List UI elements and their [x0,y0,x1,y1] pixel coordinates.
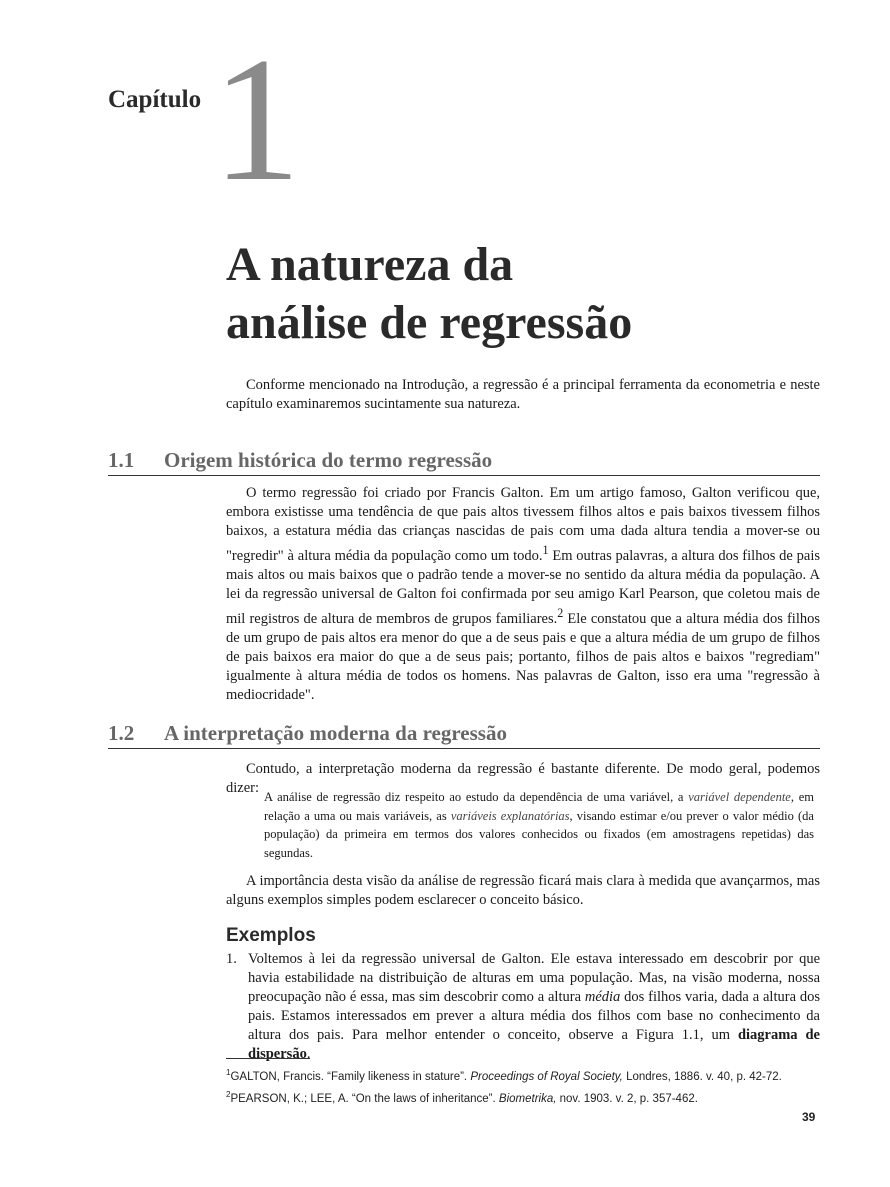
chapter-title [226,236,866,352]
footnote-ref-1: 1 [542,543,549,557]
definition-quote [264,788,814,862]
section-1-text-b: Em outras palavras, a altura dos filhos de pais mais altos ou mais baixos que o padrão tende a mover-se no sentido da altura média da população. A lei da regressão universal de Galton foi confirmada por seu amigo Karl Pearson, que coletou mais de mil registros de altura de membros de grupos familiares. [226,547,820,627]
chapter-label: Capítulo [108,86,202,113]
section-1-number: 1.1 [108,448,135,472]
list-item [226,950,820,1064]
footnote-1-mark: 1 [226,1068,231,1077]
footnote-ref-2: 2 [557,605,564,620]
footnote-1-text-b: Londres, 1886. v. 40, p. 42-72. [622,1070,782,1083]
section-2-title: A interpretação moderna da regressão [164,721,507,745]
footnote-2-mark: 2 [226,1089,231,1099]
footnote-1-italic: Proceedings of Royal Society, [470,1070,623,1083]
footnote-1-text-a: GALTON, Francis. “Family likeness in stature”. [230,1070,471,1083]
examples-list [226,950,820,1064]
footnote-2 [226,1086,826,1108]
footnotes [226,1064,826,1108]
quote-text-b: , em relação a uma ou mais variáveis, as [264,790,814,823]
item-italic: média [584,989,621,1005]
section-1-text-a: O termo regressão foi criado por Francis Galton. Em um artigo famoso, Galton verificou que, embora existisse uma tendência de que pais altos tivessem filhos altos e pais baixos tivessem filhos baixos, a estatura média das crianças nascidas de pais com uma dada altura tendia a mover-se ou "regredir" à altura média da população como um todo. [226,485,820,564]
item-text-end: . [306,1046,311,1062]
item-text-a: Voltemos à lei da regressão universal de Galton. Ele estava interessado em descobrir por que havia estabilidade na distribuição de alturas em uma população. Mas, na visão moderna, nossa preocupação não é essa, mas sim descobrir como a altura [248,951,820,1005]
item-text-b: dos filhos varia, dada a altura dos pais. Estamos interessados em prever a altura média dos filhos com base no conhecimento da altura dos pais. Para melhor entender o conceito, observe a Figura 1.1, um [248,989,821,1043]
footnote-2-text-b: nov. 1903. v. 2, p. 357-462. [556,1092,698,1105]
quote-text-a: A análise de regressão diz respeito ao estudo da dependência de uma variável, a [264,790,689,804]
section-1-text-c: Ele constatou que a altura média dos filhos de um grupo de pais altos era menor do que a de seus pais e que a altura média de um grupo de filhos de pais baixos era maior do que a de seus pais; portanto, filhos de pais altos e baixos "regrediam" igualmente à altura média de todos os homens. Nas palavras de Galton, isso era uma "regressão à mediocridade". [226,610,821,703]
section-1-title: Origem histórica do termo regressão [164,448,493,472]
chapter-number: 1 [212,20,301,218]
quote-italic-dependent: variável dependente [688,790,791,804]
quote-text-c: , visando estimar e/ou prever o valor médio (da população) da primeira em termos dos valores conhecidos ou fixados (em amostragens repetidas) das segundas. [264,808,814,860]
section-2-follow: A importância desta visão da análise de regressão ficará mais clara à medida que avançarmos, mas alguns exemplos simples podem esclarecer o conceito básico. [226,873,820,908]
chapter-title-line2: análise de regressão [226,296,633,349]
section-1-body [226,484,820,705]
section-2-lead: Contudo, a interpretação moderna da regressão é bastante diferente. De modo geral, podemos dizer: [226,761,820,796]
examples-heading: Exemplos [226,925,316,946]
list-item-number: 1. [226,951,237,967]
intro-paragraph: Conforme mencionado na Introdução, a regressão é a principal ferramenta da econometria e neste capítulo examinaremos sucintamente sua natureza. [226,377,820,412]
section-2-number: 1.2 [108,721,135,745]
chapter-title-line1: A natureza da [226,238,514,291]
section-2-heading [108,721,820,749]
footnote-2-italic: Biometrika, [498,1092,557,1105]
page-number: 39 [802,1110,816,1124]
footnote-rule [226,1058,310,1059]
footnote-1 [226,1064,826,1086]
footnote-2-text-a: PEARSON, K.; LEE, A. “On the laws of inheritance”. [230,1092,499,1105]
item-bold-term: diagrama de dispersão [248,1027,820,1062]
quote-italic-explanatory: variáveis explanatórias [450,808,570,823]
section-1-heading [108,448,820,476]
list-item-text [248,950,820,1064]
